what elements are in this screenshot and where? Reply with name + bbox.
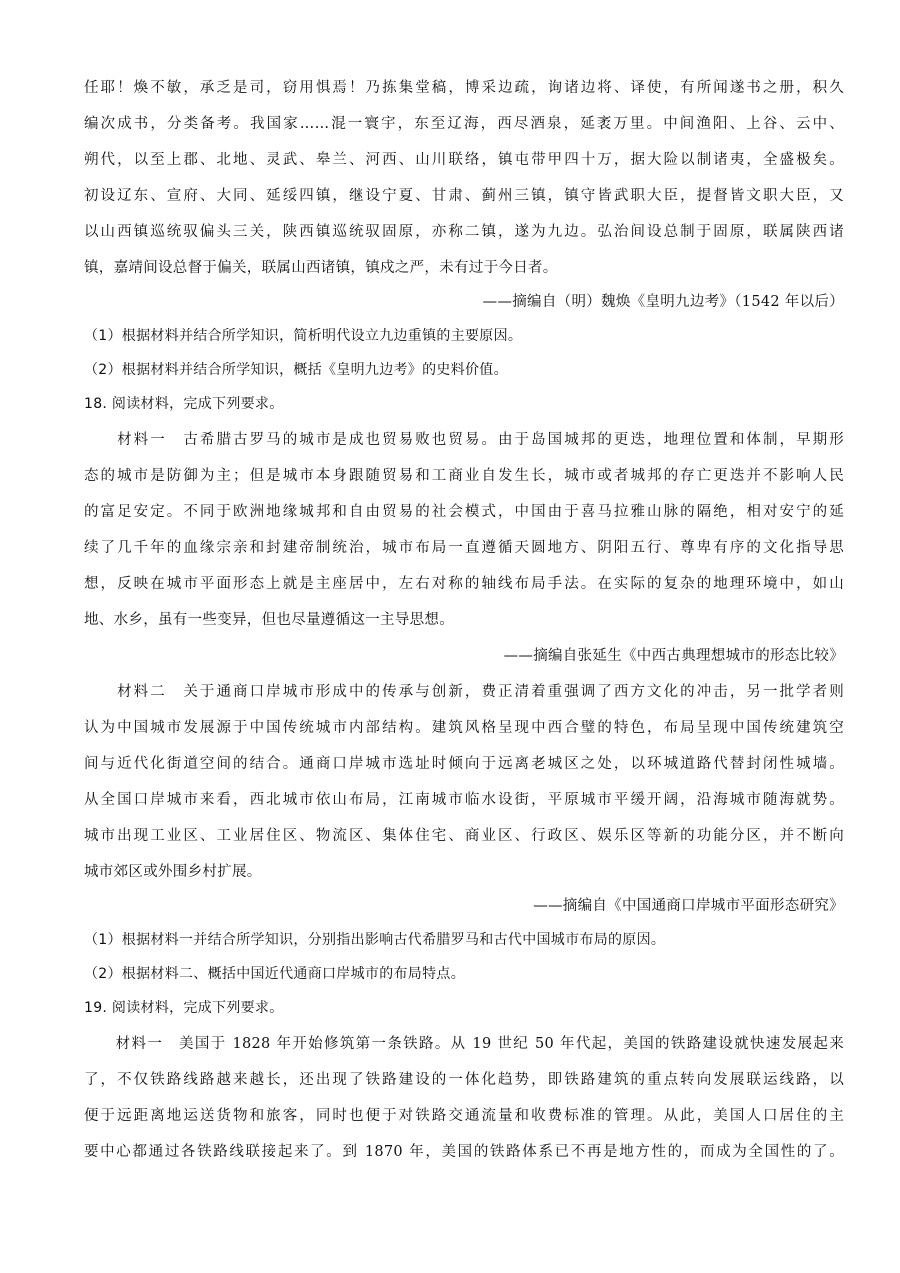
text-line: 城市出现工业区、工业居住区、物流区、集体住宅、商业区、行政区、娱乐区等新的功能分区，并不断向 [84, 828, 844, 844]
text-line: 的富足安定。不同于欧洲地缘城邦和自由贸易的社会模式，中国由于喜马拉雅山脉的隔绝，相对安宁的延 [84, 504, 844, 520]
text-line: 材料二 关于通商口岸城市形成中的传承与创新，费正清着重强调了西方文化的冲击，另一批学者则 [84, 684, 844, 700]
text-line: 材料一 美国于 1828 年开始修筑第一条铁路。从 19 世纪 50 年代起，美国的铁路建设就快速发展起来 [84, 1036, 844, 1052]
text-line: 态的城市是防御为主；但是城市本身跟随贸易和工商业自发生长，城市或者城邦的存亡更迭并不影响人民 [84, 468, 844, 484]
text-line: 想，反映在城市平面形态上就是主座居中，左右对称的轴线布局手法。在实际的复杂的地理环境中，如山 [84, 576, 844, 592]
text-line: 续了几千年的血缘宗亲和封建帝制统治，城市布局一直遵循天圆地方、阴阳五行、尊卑有序的文化指导思 [84, 540, 844, 556]
text-line: 朔代，以至上郡、北地、灵武、皋兰、河西、山川联络，镇屯带甲四十万，据大险以制诸夷，全盛极矣。 [84, 152, 844, 168]
question-line: （1）根据材料并结合所学知识，简析明代设立九边重镇的主要原因。 [84, 328, 523, 344]
text-line: 便于远距离地运送货物和旅客，同时也便于对铁路交通流量和收费标准的管理。从此，美国人口居住的主 [84, 1108, 844, 1124]
text-line: 从全国口岸城市来看，西北城市依山布局，江南城市临水设街，平原城市平缓开阔，沿海城市随海就势。 [84, 792, 844, 808]
text-line: 地、水乡，虽有一些变异，但也尽量遵循这一主导思想。 [84, 612, 454, 628]
text-line: 镇，嘉靖间设总督于偏关，联属山西诸镇，镇戍之严，未有过于今日者。 [84, 260, 558, 276]
question-line: （2）根据材料二、概括中国近代通商口岸城市的布局特点。 [84, 966, 466, 982]
text-line: 间与近代化街道空间的结合。通商口岸城市选址时倾向于远离老城区之处，以环城道路代替封闭性城墙。 [84, 756, 844, 772]
question-line: 19. 阅读材料，完成下列要求。 [84, 1000, 284, 1016]
text-line: 了，不仅铁路线路越来越长，还出现了铁路建设的一体化趋势，即铁路建筑的重点转向发展联运线路，以 [84, 1072, 844, 1088]
question-line: 18. 阅读材料，完成下列要求。 [84, 396, 284, 412]
source-citation: ——摘编自《中国通商口岸城市平面形态研究》 [533, 898, 844, 914]
source-citation: ——摘编自张延生《中西古典理想城市的形态比较》 [503, 648, 844, 664]
text-line: 城市郊区或外围乡村扩展。 [84, 864, 262, 880]
question-line: （2）根据材料并结合所学知识，概括《皇明九边考》的史料价值。 [84, 362, 508, 378]
question-line: （1）根据材料一并结合所学知识，分别指出影响古代希腊罗马和古代中国城市布局的原因。 [84, 932, 666, 948]
text-line: 材料一 古希腊古罗马的城市是成也贸易败也贸易。由于岛国城邦的更迭，地理位置和体制，早期形 [84, 432, 844, 448]
text-line: 任耶！煥不敏，承乏是司，窃用惧焉！乃拣集堂稿，博采边疏，询诸边将、译使，有所闻遂书之册，积久 [84, 80, 844, 96]
text-line: 初设辽东、宣府、大同、延绥四镇，继设宁夏、甘肃、蓟州三镇，镇守皆武职大臣，提督皆文职大臣，又 [84, 188, 844, 204]
source-citation: ——摘编自（明）魏焕《皇明九边考》（1542 年以后） [482, 294, 844, 310]
text-line: 以山西镇巡统驭偏头三关，陕西镇巡统驭固原，亦称二镇，遂为九边。弘治间设总制于固原，联属陕西诸 [84, 224, 844, 240]
text-line: 要中心都通过各铁路线联接起来了。到 1870 年，美国的铁路体系已不再是地方性的，而成为全国性的了。 [84, 1144, 844, 1160]
text-line: 编次成书，分类备考。我国家……混一寰宇，东至辽海，西尽酒泉，延袤万里。中间渔阳、上谷、云中、 [84, 116, 844, 132]
text-line: 认为中国城市发展源于中国传统城市内部结构。建筑风格呈现中西合璧的特色，布局呈现中国传统建筑空 [84, 720, 844, 736]
